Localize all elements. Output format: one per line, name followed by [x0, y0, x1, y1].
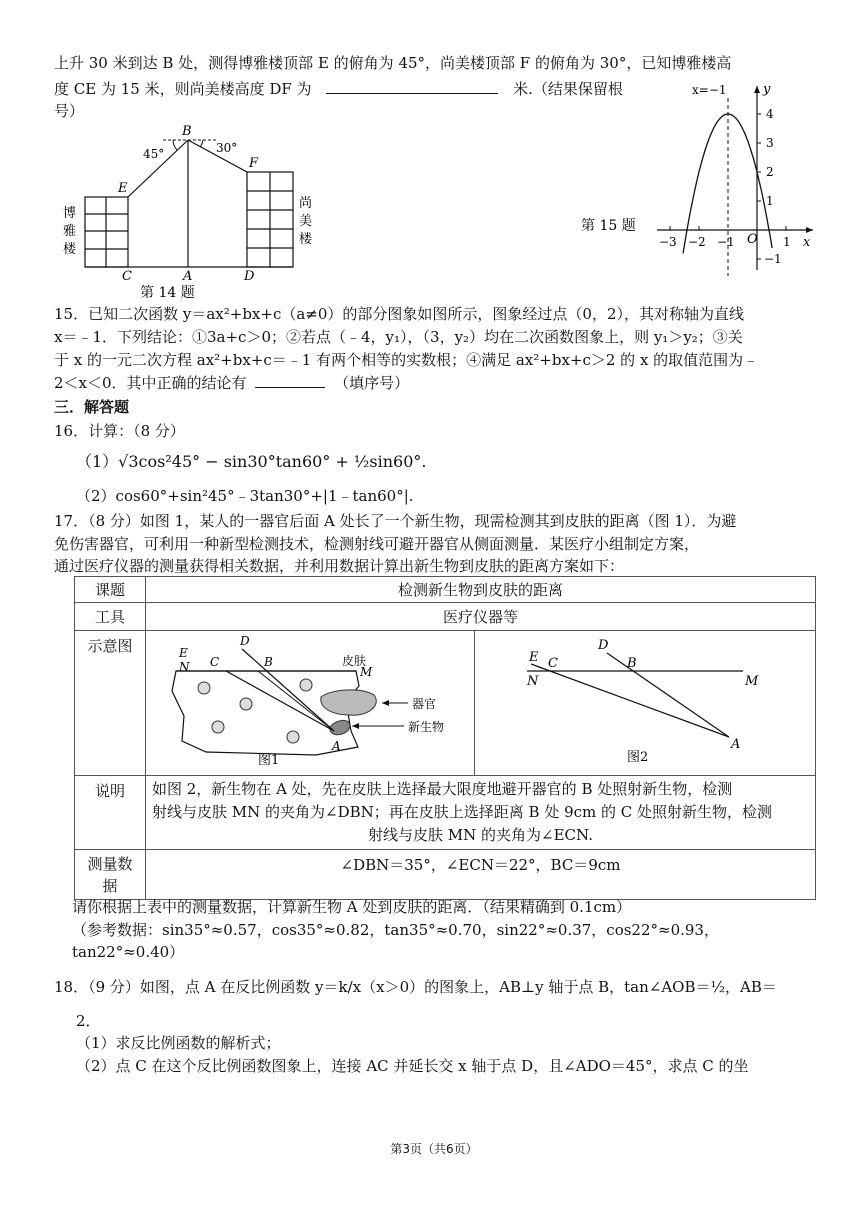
y-tick-3: 3 — [766, 136, 774, 150]
q18-line1: 18．（9 分）如图，点 A 在反比例函数 y＝k/x（x＞0）的图象上，AB⊥y 轴于点 B，tan∠AOB＝½，AB＝ — [54, 978, 777, 996]
row-value-tool: 医疗仪器等 — [146, 603, 816, 631]
row-value-topic: 检测新生物到皮肤的距离 — [146, 577, 816, 603]
fig2-cell — [475, 631, 816, 776]
q18-part1: （1）求反比例函数的解析式； — [76, 1034, 281, 1052]
label-A: A — [183, 269, 193, 284]
x-tick-1: 1 — [783, 235, 791, 249]
fig2-N: N — [527, 674, 539, 689]
q16-part1: （1）√3cos²45° − sin30°tan60° + ½sin60°. — [76, 452, 427, 471]
section-heading: 三．解答题 — [54, 398, 130, 416]
fig1-cell — [146, 631, 475, 776]
q15-line1: 15．已知二次函数 y＝ax²+bx+c（a≠0）的部分图象如图所示，图象经过点（0，2），其对称轴为直线 — [54, 305, 744, 323]
q14-line2-text: 度 CE 为 15 米，则尚美楼高度 DF 为 — [54, 80, 312, 98]
row-value-data: ∠DBN＝35°，∠ECN＝22°，BC＝9cm — [146, 850, 816, 900]
fig1-caption: 图1 — [258, 753, 280, 768]
y-tick-1: 1 — [766, 194, 774, 208]
q14-line2-tail: 米.（结果保留根 — [513, 80, 623, 98]
page-footer: 第3页（共6页） — [390, 1142, 478, 1156]
desc-line3: 射线与皮肤 MN 的夹角为∠ECN. — [368, 826, 593, 844]
fig2 — [475, 631, 805, 771]
fig1-N: N — [179, 660, 190, 674]
fig2-D: D — [598, 638, 609, 653]
table-row — [75, 850, 816, 900]
table-row — [75, 776, 816, 850]
q17-line1: 17．（8 分）如图 1，某人的一器官后面 A 处长了一个新生物，现需检测其到皮肤的距离（图 1）．为避 — [54, 512, 737, 530]
y-axis-label: y — [763, 82, 771, 97]
fig2-M: M — [745, 674, 759, 689]
row-label-topic: 课题 — [75, 577, 146, 603]
y-tick-neg1: −1 — [764, 252, 782, 266]
fig2-caption: 图2 — [627, 750, 649, 765]
q15-line4-tail: （填序号） — [334, 374, 410, 392]
fig1-D: D — [240, 634, 250, 648]
boya-char-2: 雅 — [63, 224, 77, 239]
q15-figure — [575, 80, 820, 280]
shangmei-building — [247, 172, 293, 267]
shangmei-char-3: 楼 — [299, 232, 313, 247]
x-tick-neg1: −1 — [717, 235, 735, 249]
q16-part2: （2）cos60°+sin²45°﹣3tan30°+|1﹣tan60°|. — [76, 487, 414, 505]
table-row — [75, 603, 816, 631]
row-label-desc: 说明 — [75, 776, 146, 850]
fig2-A: A — [731, 737, 741, 752]
label-F: F — [249, 156, 259, 171]
label-E: E — [118, 181, 128, 196]
q17-after3: tan22°≈0.40） — [72, 943, 185, 961]
line-EA — [531, 664, 729, 737]
q17-after2: （参考数据：sin35°≈0.57，cos35°≈0.82，tan35°≈0.70，sin22°≈0.37，cos22°≈0.93， — [72, 921, 719, 939]
fig1-organ: 器官 — [412, 697, 437, 711]
fig2-B: B — [627, 656, 637, 671]
fig1-M: M — [360, 665, 373, 679]
organ-shape — [321, 690, 376, 715]
label-C: C — [122, 269, 132, 284]
fig1-growth: 新生物 — [408, 720, 445, 734]
q14-caption: 第 14 题 — [140, 285, 195, 301]
line-DA — [607, 653, 729, 737]
x-tick-neg2: −2 — [688, 235, 706, 249]
fig2-C: C — [548, 656, 558, 671]
q16-line1: 16．计算：（8 分） — [54, 422, 185, 440]
q14-answer-blank — [326, 79, 498, 94]
fig1-B: B — [264, 655, 273, 669]
fig1-C: C — [210, 655, 220, 669]
q18-line2: 2． — [76, 1012, 101, 1030]
x-tick-neg3: −3 — [659, 235, 677, 249]
q14-line1: 上升 30 米到达 B 处，测得博雅楼顶部 E 的俯角为 45°，尚美楼顶部 F 的俯角为 30°，已知博雅楼高 — [54, 54, 732, 72]
label-B: B — [182, 124, 192, 139]
fig1-E: E — [179, 646, 188, 660]
desc-line2: 射线与皮肤 MN 的夹角为∠DBN；再在皮肤上选择距离 B 处 9cm 的 C 处照射新生物，检测 — [152, 803, 773, 821]
axis-eq-label: x=−1 — [692, 83, 727, 97]
q18-part2: （2）点 C 在这个反比例函数图象上，连接 AC 并延长交 x 轴于点 D，且∠ADO＝45°，求点 C 的坐 — [76, 1057, 749, 1075]
q17-line3: 通过医疗仪器的测量获得相关数据，并利用数据计算出新生物到皮肤的距离方案如下： — [54, 557, 625, 575]
data-label-2: 据 — [102, 876, 118, 895]
q15-line4 — [54, 372, 409, 394]
boya-building — [85, 197, 128, 267]
q15-caption: 第 15 题 — [581, 218, 636, 234]
fig1-A: A — [332, 739, 341, 753]
boya-char-3: 楼 — [63, 242, 77, 257]
row-value-desc — [146, 776, 816, 850]
label-30: 30° — [216, 141, 238, 155]
q14-line3: 号） — [54, 102, 85, 120]
q15-answer-blank — [255, 373, 325, 388]
origin-label: O — [747, 232, 758, 247]
y-tick-4: 4 — [766, 107, 774, 121]
fig1-skin: 皮肤 — [342, 654, 367, 668]
table-row — [75, 577, 816, 603]
label-D: D — [244, 269, 255, 284]
row-label-diagram: 示意图 — [75, 631, 146, 776]
row-label-data — [75, 850, 146, 900]
label-45: 45° — [143, 147, 165, 161]
shangmei-char-2: 美 — [299, 214, 313, 229]
q15-line3: 于 x 的一元二次方程 ax²+bx+c＝﹣1 有两个相等的实数根；④满足 ax²+bx+c＞2 的 x 的取值范围为﹣ — [54, 351, 759, 369]
boya-char-1: 博 — [63, 206, 77, 221]
q15-line4-text: 2＜x＜0．其中正确的结论有 — [54, 374, 247, 392]
q14-figure — [55, 120, 315, 302]
shangmei-char-1: 尚 — [299, 196, 313, 211]
fig1 — [146, 631, 474, 771]
y-tick-2: 2 — [766, 165, 774, 179]
growth-shape — [330, 720, 350, 734]
table-row — [75, 631, 816, 776]
q17-line2: 免伤害器官，可利用一种新型检测技术，检测射线可避开器官从侧面测量．某医疗小组制定方案， — [54, 535, 700, 553]
data-label-1: 测量数 — [87, 854, 133, 873]
q14-line2 — [54, 78, 623, 100]
fig2-E: E — [529, 650, 539, 665]
q17-table — [74, 576, 816, 900]
row-label-tool: 工具 — [75, 603, 146, 631]
desc-line1: 如图 2，新生物在 A 处，先在皮肤上选择最大限度地避开器官的 B 处照射新生物，检测 — [152, 780, 733, 798]
q15-line2: x＝﹣1．下列结论：①3a+c＞0；②若点（﹣4，y₁），（3，y₂）均在二次函数图象上，则 y₁＞y₂；③关 — [54, 328, 743, 346]
q17-after1: 请你根据上表中的测量数据，计算新生物 A 处到皮肤的距离．（结果精确到 0.1cm） — [72, 898, 632, 916]
x-axis-label: x — [803, 235, 811, 250]
